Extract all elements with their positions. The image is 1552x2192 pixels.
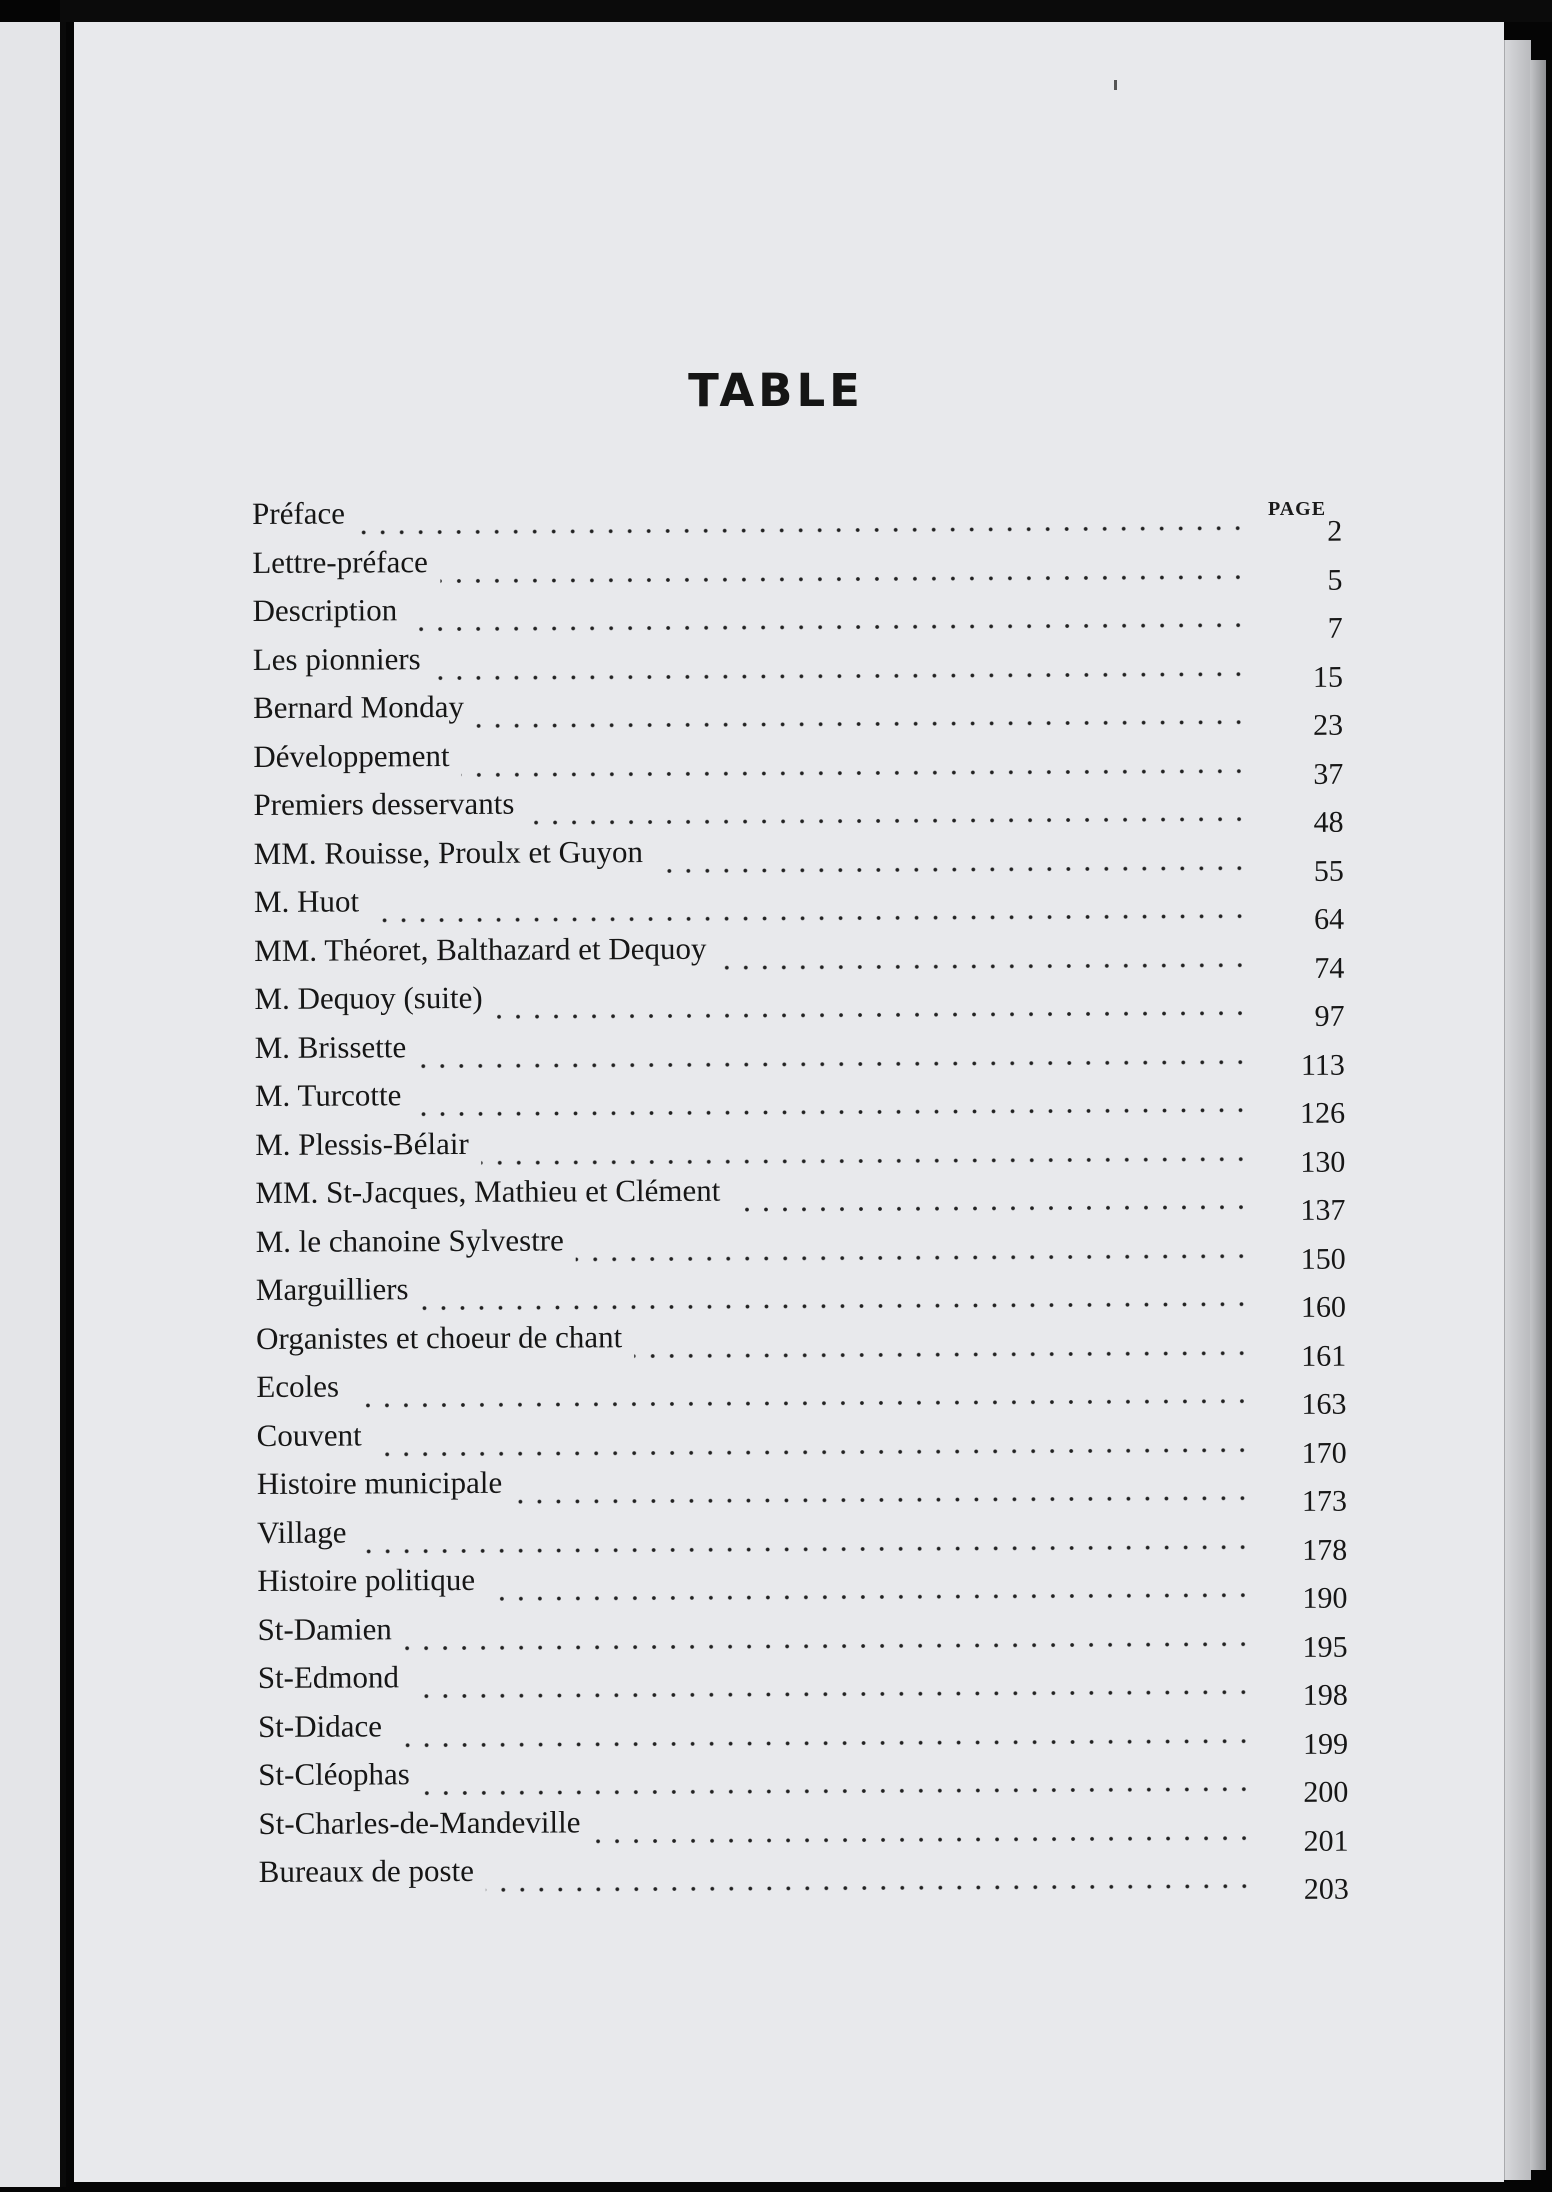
toc-entry-page-number: 2	[1327, 514, 1343, 548]
toc-entry-page-number: 178	[1302, 1533, 1348, 1567]
toc-entry	[258, 1800, 1349, 1858]
dot-leader	[411, 1665, 1253, 1699]
toc-entry-page-number: 74	[1314, 951, 1345, 985]
dot-leader	[413, 1083, 1250, 1117]
toc-entry-label: Histoire municipale	[256, 1464, 503, 1501]
toc-entry-page-number: 173	[1301, 1484, 1348, 1518]
dot-leader	[732, 1180, 1250, 1213]
toc-entry	[252, 491, 1343, 548]
toc-entry	[256, 1461, 1348, 1518]
toc-entry	[255, 1218, 1346, 1276]
dot-leader	[422, 1762, 1253, 1796]
toc-entry	[253, 830, 1344, 888]
dot-leader	[358, 1520, 1252, 1554]
toc-entry-page-number: 195	[1302, 1630, 1348, 1664]
toc-entry-page-number: 23	[1313, 708, 1344, 742]
toc-entry-page-number: 64	[1314, 902, 1345, 936]
toc-entry-page-number: 37	[1313, 757, 1344, 791]
toc-entry-label: Premiers desservants	[253, 785, 515, 822]
dot-leader	[371, 889, 1249, 923]
toc-entry-page-number: 200	[1303, 1775, 1349, 1809]
toc-entry-page-number: 201	[1303, 1824, 1349, 1858]
toc-entry	[255, 1267, 1347, 1324]
dot-leader	[351, 1374, 1251, 1408]
dot-leader	[592, 1811, 1253, 1844]
toc-entry	[252, 636, 1343, 694]
toc-entry	[254, 1024, 1345, 1082]
toc-entry-page-number: 161	[1301, 1339, 1347, 1373]
toc-entry-page-number: 113	[1300, 1048, 1345, 1082]
toc-entry-label: St-Cléophas	[258, 1756, 410, 1792]
toc-entry-label: Marguilliers	[255, 1271, 409, 1307]
dot-leader	[481, 1132, 1250, 1166]
toc-entry-page-number: 203	[1303, 1872, 1349, 1906]
dot-leader	[494, 986, 1249, 1020]
toc-entry-label: MM. Rouisse, Proulx et Guyon	[253, 833, 644, 871]
toc-entry-page-number: 137	[1300, 1193, 1346, 1227]
toc-entry-page-number: 198	[1302, 1678, 1348, 1712]
toc-entry-page-number: 55	[1313, 854, 1344, 888]
toc-entry-label: Description	[252, 592, 398, 628]
toc-entry	[252, 588, 1343, 645]
dot-leader	[403, 1617, 1252, 1651]
toc-entry	[254, 976, 1345, 1033]
dot-leader	[634, 1326, 1251, 1359]
toc-entry-page-number: 97	[1314, 999, 1345, 1033]
toc-entry	[253, 782, 1344, 839]
toc-entry	[256, 1315, 1347, 1373]
toc-entry	[258, 1849, 1349, 1906]
toc-entry-label: St-Edmond	[257, 1659, 400, 1695]
dot-leader	[419, 1035, 1250, 1069]
dot-leader	[394, 1714, 1253, 1748]
dot-leader	[487, 1568, 1252, 1602]
toc-entry	[256, 1509, 1348, 1567]
page-stack-edge	[1504, 40, 1531, 2180]
toc-entry-page-number: 48	[1313, 805, 1344, 839]
dot-leader	[718, 938, 1249, 971]
toc-entry	[256, 1364, 1347, 1421]
toc-entry-page-number: 15	[1312, 660, 1343, 694]
toc-entry-label: MM. St-Jacques, Mathieu et Clément	[255, 1172, 721, 1210]
toc-entry-label: M. le chanoine Sylvestre	[255, 1221, 564, 1259]
toc-entry	[253, 879, 1345, 936]
toc-entry	[254, 1073, 1346, 1130]
toc-entry	[257, 1558, 1348, 1615]
toc-entry-label: St-Didace	[257, 1707, 383, 1744]
toc-entry	[257, 1606, 1348, 1664]
toc-entry-label: Village	[256, 1514, 347, 1550]
page-column-header: PAGE	[1268, 498, 1327, 520]
print-speck	[1114, 80, 1117, 90]
toc-entry-page-number: 163	[1301, 1387, 1347, 1421]
toc-entry-label: Histoire politique	[257, 1561, 476, 1598]
dot-leader	[655, 841, 1249, 874]
dot-leader	[526, 792, 1248, 826]
dot-leader	[476, 695, 1248, 729]
toc-entry-page-number: 199	[1303, 1727, 1349, 1761]
toc-entry-label: Bernard Monday	[252, 688, 465, 725]
toc-entry	[257, 1655, 1348, 1712]
toc-entry-page-number: 170	[1301, 1436, 1347, 1470]
dot-leader	[514, 1471, 1252, 1505]
toc-entry-page-number: 150	[1300, 1242, 1346, 1276]
dot-leader	[421, 1277, 1251, 1311]
dot-leader	[461, 744, 1248, 778]
toc-entry	[258, 1752, 1349, 1809]
dot-leader	[440, 550, 1247, 584]
toc-entry	[253, 733, 1344, 791]
toc-entry	[255, 1170, 1346, 1227]
toc-entry-page-number: 130	[1300, 1145, 1346, 1179]
toc-entry	[254, 927, 1345, 985]
dot-leader	[486, 1859, 1254, 1893]
toc-entry-label: Lettre-préface	[252, 543, 428, 580]
toc-entry-label: MM. Théoret, Balthazard et Dequoy	[254, 930, 707, 968]
toc-entry-label: M. Turcotte	[254, 1077, 402, 1113]
toc-entry-label: M. Huot	[253, 883, 360, 919]
scan-top-edge	[60, 0, 1552, 22]
toc-entry-label: M. Brissette	[254, 1028, 407, 1065]
toc-entry-label: St-Damien	[257, 1610, 392, 1647]
toc-entry-label: St-Charles-de-Mandeville	[258, 1803, 581, 1841]
dot-leader	[357, 501, 1247, 535]
toc-entry	[252, 539, 1343, 597]
toc-entry	[257, 1703, 1349, 1761]
page-title: TABLE	[688, 364, 864, 417]
dot-leader	[374, 1423, 1252, 1457]
toc-entry	[256, 1412, 1347, 1470]
toc-entry	[252, 685, 1344, 742]
dot-leader	[410, 598, 1248, 632]
toc-entry-page-number: 5	[1327, 563, 1343, 597]
toc-entry-label: M. Plessis-Bélair	[255, 1125, 469, 1162]
dot-leader	[433, 647, 1248, 681]
dot-leader	[576, 1229, 1251, 1262]
toc-entry-label: Ecoles	[256, 1368, 340, 1404]
table-of-contents	[252, 491, 1349, 1906]
toc-entry-label: M. Dequoy (suite)	[254, 979, 483, 1016]
toc-entry-page-number: 126	[1299, 1096, 1346, 1130]
toc-entry	[255, 1121, 1346, 1179]
toc-entry-page-number: 160	[1300, 1290, 1347, 1324]
facing-page-edge	[0, 22, 66, 2187]
toc-entry-label: Bureaux de poste	[258, 1852, 475, 1889]
toc-entry-label: Développement	[253, 737, 450, 774]
toc-entry-page-number: 7	[1327, 611, 1343, 645]
toc-entry-label: Les pionniers	[252, 640, 421, 677]
toc-entry-label: Préface	[252, 495, 346, 531]
toc-entry-label: Couvent	[256, 1416, 362, 1453]
toc-entry-page-number: 190	[1302, 1581, 1348, 1615]
toc-entry-label: Organistes et choeur de chant	[256, 1318, 623, 1356]
